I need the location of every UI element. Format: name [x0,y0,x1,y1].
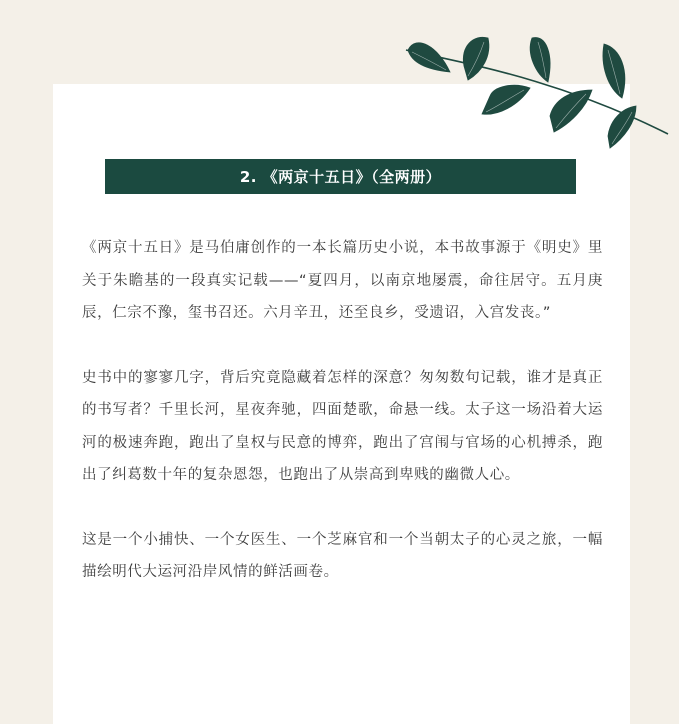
leaf-branch-icon [398,24,679,154]
paragraph: 《两京十五日》是马伯庸创作的一本长篇历史小说，本书故事源于《明史》里关于朱瞻基的一段真实记载——“夏四月，以南京地屡震，命往居守。五月庚辰，仁宗不豫，玺书召还。六月辛丑，还至良乡，受遗诏，入宫发丧。” [82,240,603,321]
article-body [82,232,603,621]
paragraph: 这是一个小捕快、一个女医生、一个芝麻官和一个当朝太子的心灵之旅，一幅描绘明代大运河沿岸风情的鲜活画卷。 [82,531,603,580]
section-title: 2. 《两京十五日》（全两册） [239,168,442,186]
section-title-banner [105,159,576,194]
paragraph: 史书中的寥寥几字，背后究竟隐藏着怎样的深意？匆匆数句记载，谁才是真正的书写者？千里长河，星夜奔驰，四面楚歌，命悬一线。太子这一场沿着大运河的极速奔跑，跑出了皇权与民意的博弈，跑出了宫闱与官场的心机搏杀，跑出了纠葛数十年的复杂恩怨，也跑出了从崇高到卑贱的幽微人心。 [82,369,603,483]
